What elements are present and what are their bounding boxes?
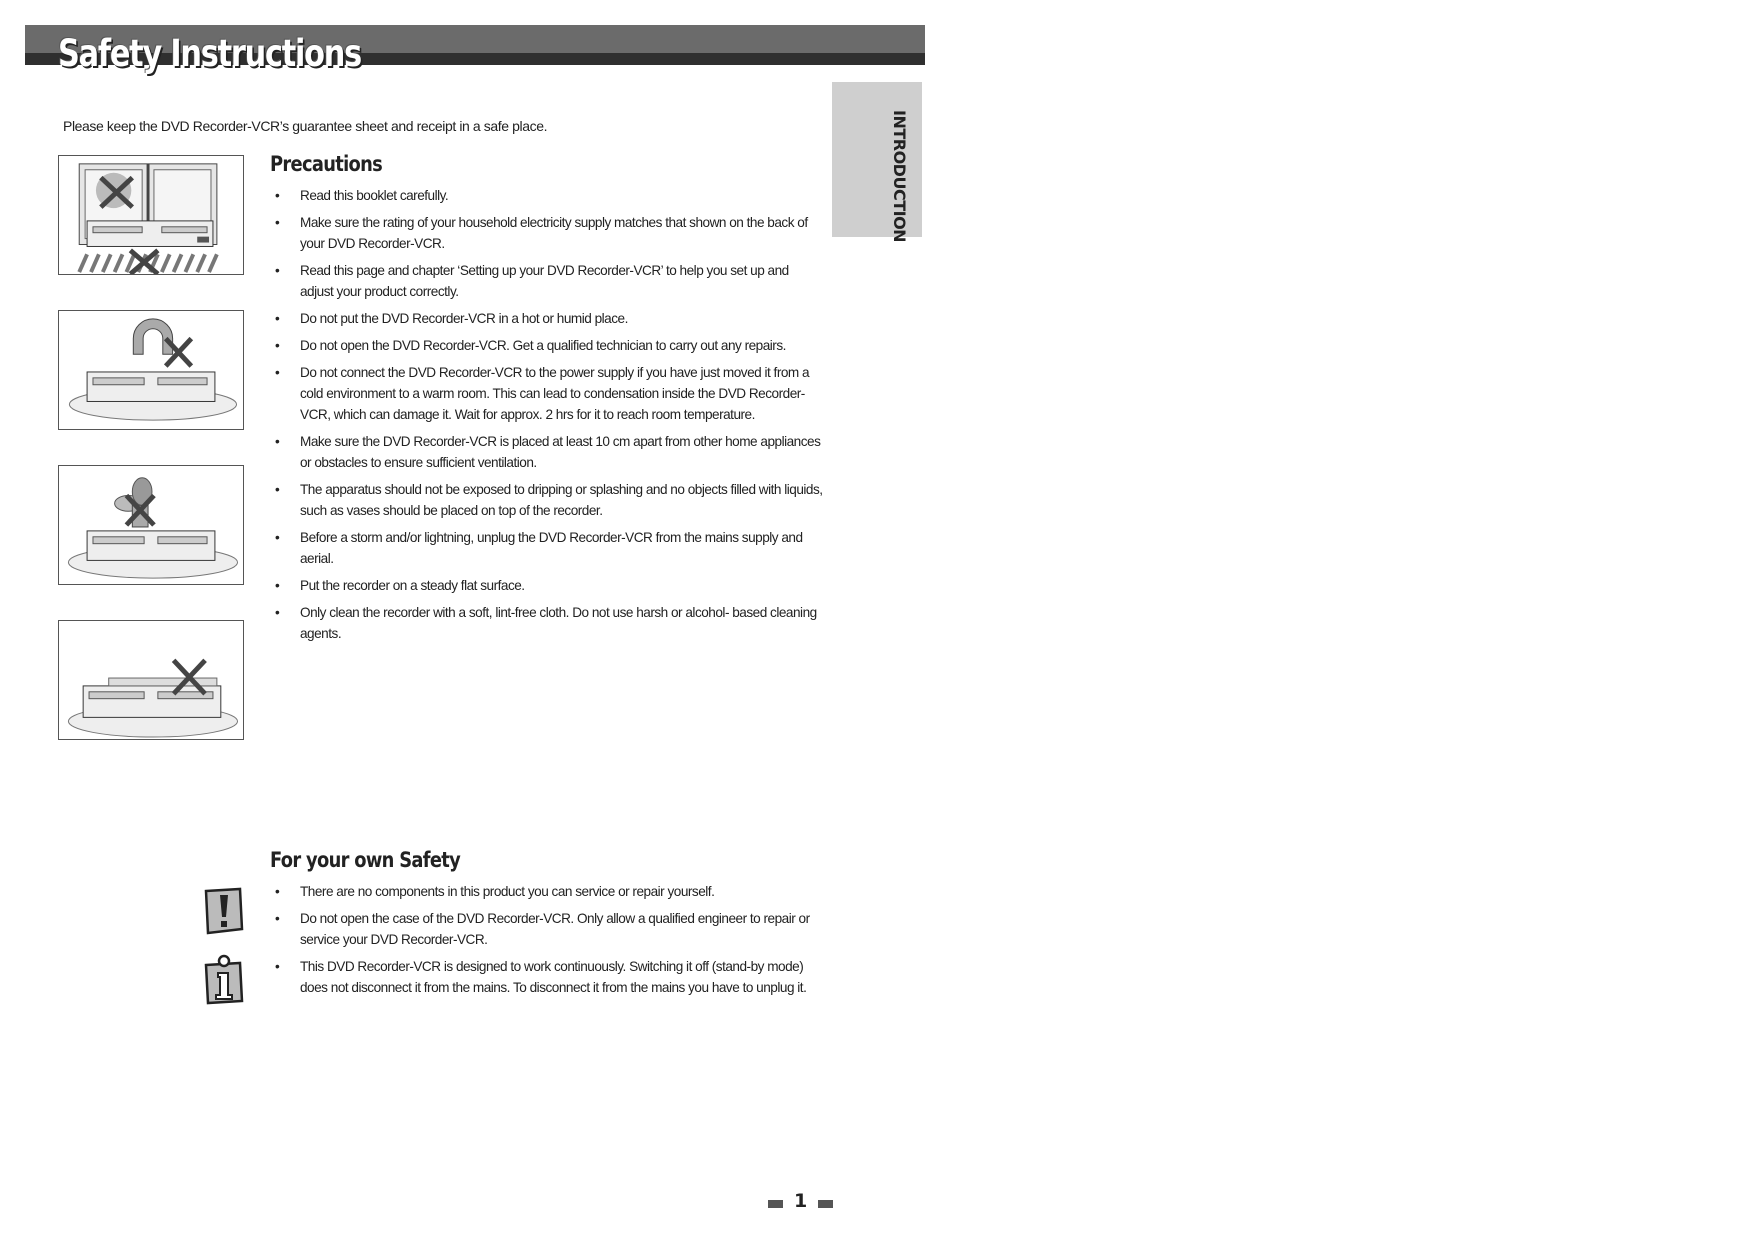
warning-icon <box>200 885 246 937</box>
section-tab-label: INTRODUCTION <box>890 110 909 243</box>
list-item: • The apparatus should not be exposed to dripping or splashing and no objects filled with liquids, such as vases should be placed on top of the recorder. <box>270 479 825 521</box>
list-item: • Do not open the case of the DVD Recorder-VCR. Only allow a qualified engineer to repair or service your DVD Recorder-VCR. <box>270 908 825 950</box>
page-title: Safety Instructions <box>58 32 361 75</box>
list-item: • Do not connect the DVD Recorder-VCR to the power supply if you have just moved it from a cold environment to a warm room. This can lead to condensation inside the DVD Recorder-VCR, which can damage it. Wait for approx. 2 hrs for it to reach room temperature. <box>270 362 825 425</box>
list-item: • Make sure the DVD Recorder-VCR is placed at least 10 cm apart from other home appliances or obstacles to ensure sufficient ventilation. <box>270 431 825 473</box>
stacked-objects-icon <box>58 620 244 740</box>
page-number: 1 <box>794 1190 808 1212</box>
magnet-icon <box>58 310 244 430</box>
flower-vase-icon <box>58 465 244 585</box>
page-number-mark-left <box>768 1200 783 1208</box>
list-item: • There are no components in this product you can service or repair yourself. <box>270 881 825 902</box>
list-item: • This DVD Recorder-VCR is designed to work continuously. Switching it off (stand-by mode) does not disconnect it from the mains. To disconnect it from the mains you have to unplug it. <box>270 956 825 998</box>
list-item: • Read this booklet carefully. <box>270 185 825 206</box>
window-heat-icon <box>58 155 244 275</box>
precautions-title: Precautions <box>270 152 383 176</box>
list-item: • Read this page and chapter ‘Setting up your DVD Recorder-VCR’ to help you set up and adjust your product correctly. <box>270 260 825 302</box>
intro-text: Please keep the DVD Recorder-VCR’s guarantee sheet and receipt in a safe place. <box>63 118 548 134</box>
list-item: • Only clean the recorder with a soft, lint-free cloth. Do not use harsh or alcohol- based cleaning agents. <box>270 602 825 644</box>
list-item: • Do not open the DVD Recorder-VCR. Get a qualified technician to carry out any repairs. <box>270 335 825 356</box>
list-item: • Put the recorder on a steady flat surface. <box>270 575 825 596</box>
list-item: • Do not put the DVD Recorder-VCR in a hot or humid place. <box>270 308 825 329</box>
safety-list <box>270 881 825 1004</box>
section-tab <box>832 82 922 243</box>
safety-title: For your own Safety <box>270 848 461 872</box>
info-icon <box>200 953 246 1005</box>
list-item: • Make sure the rating of your household electricity supply matches that shown on the back of your DVD Recorder-VCR. <box>270 212 825 254</box>
precautions-list <box>270 185 825 650</box>
page-number-mark-right <box>818 1200 833 1208</box>
list-item: • Before a storm and/or lightning, unplug the DVD Recorder-VCR from the mains supply and aerial. <box>270 527 825 569</box>
page-number-footer <box>768 1190 832 1216</box>
